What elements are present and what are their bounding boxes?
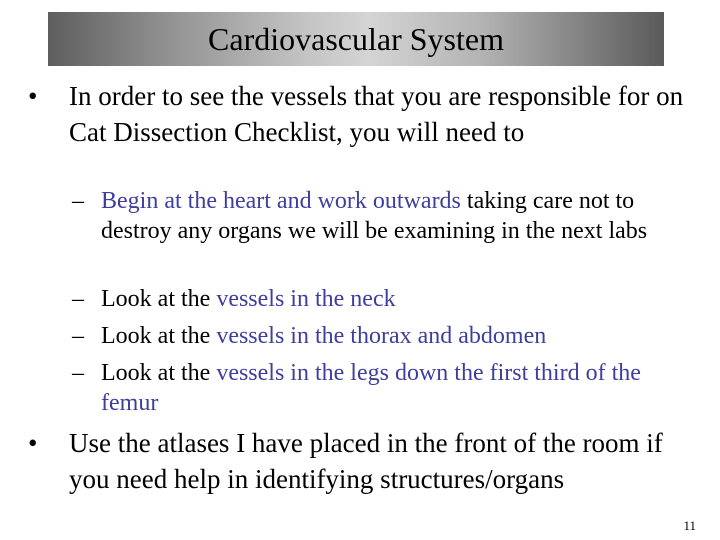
highlight-text: Begin at the heart and work outwards	[101, 188, 461, 214]
page-number: 11	[683, 518, 696, 533]
plain-text: Look at the	[101, 323, 217, 349]
bullet-text: Use the atlases I have placed in the front of the room if you need help in identifying structures/organs	[69, 428, 663, 494]
bullet-item	[24, 425, 696, 497]
sub-marker: –	[72, 360, 84, 386]
sub-text	[101, 321, 700, 351]
sub-text	[101, 284, 700, 314]
plain-text: Look at the	[101, 360, 217, 386]
bullet-marker: •	[28, 428, 38, 458]
bullet-text: In order to see the vessels that you are responsible for on Cat Dissection Checklist, you will need to	[69, 81, 684, 147]
sub-marker: –	[72, 323, 84, 349]
highlight-text: vessels in the legs down the first third of the femur	[101, 360, 641, 416]
sub-item	[72, 358, 700, 418]
highlight-text: vessels in the neck	[216, 286, 396, 312]
sub-marker: –	[72, 188, 84, 214]
highlight-text: vessels in the thorax and abdomen	[216, 323, 547, 349]
sub-marker: –	[72, 286, 84, 312]
sub-text	[101, 186, 700, 246]
sub-item	[72, 186, 700, 246]
sub-item	[72, 284, 700, 314]
sub-text	[101, 358, 700, 418]
plain-text: taking care not to destroy any organs we will be examining in the next labs	[101, 188, 648, 244]
sub-item	[72, 321, 700, 351]
bullet-item	[24, 78, 696, 150]
bullet-marker: •	[28, 81, 38, 111]
plain-text: Look at the	[101, 286, 217, 312]
slide-title: Cardiovascular System	[208, 21, 504, 57]
